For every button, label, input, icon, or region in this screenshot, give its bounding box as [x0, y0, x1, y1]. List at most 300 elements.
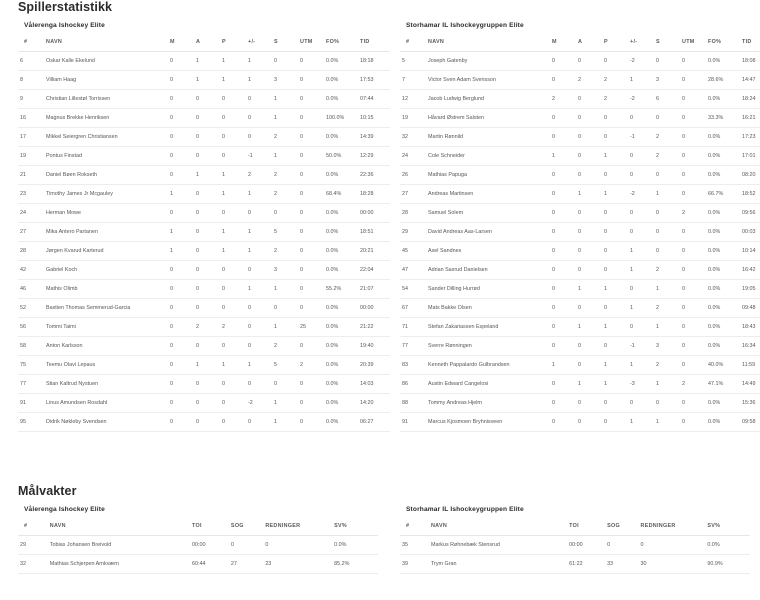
cell-plusminus: 0 — [628, 166, 654, 185]
column-header-goals[interactable]: M — [168, 35, 194, 52]
cell-plusminus: 0 — [246, 128, 272, 147]
column-header-sog[interactable]: SOG — [605, 519, 638, 536]
table-row[interactable] — [18, 555, 378, 574]
column-header-name[interactable]: NAVN — [429, 519, 567, 536]
column-header-penalty[interactable]: UTM — [298, 35, 324, 52]
table-row[interactable] — [400, 261, 760, 280]
player-teams-columns — [0, 22, 760, 432]
cell-goals: 0 — [168, 318, 194, 337]
cell-plusminus: 0 — [246, 90, 272, 109]
cell-shots: 6 — [654, 90, 680, 109]
cell-time: 14:39 — [358, 128, 390, 147]
cell-goals: 0 — [168, 204, 194, 223]
cell-penalty: 0 — [298, 52, 324, 71]
cell-number: 58 — [18, 337, 44, 356]
cell-points: 0 — [220, 128, 246, 147]
cell-name: Andreas Martinsen — [426, 185, 550, 204]
cell-points: 1 — [602, 375, 628, 394]
cell-faceoff: 0.0% — [324, 90, 358, 109]
cell-plusminus: 1 — [628, 71, 654, 90]
table-row[interactable] — [18, 299, 390, 318]
column-header-time[interactable]: TID — [740, 35, 760, 52]
cell-name: Mathis Olimb — [44, 280, 168, 299]
team-block-away-goalies — [400, 506, 760, 574]
column-header-shots[interactable]: S — [654, 35, 680, 52]
cell-sog: 0 — [229, 536, 263, 555]
cell-goals: 0 — [550, 337, 576, 356]
cell-shots: 2 — [654, 261, 680, 280]
table-row[interactable] — [18, 52, 390, 71]
cell-penalty: 0 — [298, 71, 324, 90]
column-header-assists[interactable]: A — [576, 35, 602, 52]
cell-penalty: 0 — [298, 337, 324, 356]
table-row[interactable] — [18, 128, 390, 147]
cell-assists: 1 — [576, 318, 602, 337]
cell-goals: 0 — [550, 185, 576, 204]
cell-name: Mika Antero Partanen — [44, 223, 168, 242]
cell-number: 35 — [400, 536, 429, 555]
cell-shots: 3 — [654, 71, 680, 90]
cell-toi: 60:44 — [190, 555, 229, 574]
cell-name: Tommi Taimi — [44, 318, 168, 337]
table-row[interactable] — [400, 242, 760, 261]
team-name-home: Vålerenga Ishockey Elite — [24, 22, 105, 29]
cell-points: 0 — [602, 413, 628, 432]
cell-plusminus: 2 — [246, 166, 272, 185]
cell-faceoff: 68.4% — [324, 185, 358, 204]
cell-points: 0 — [602, 223, 628, 242]
table-row[interactable] — [400, 204, 760, 223]
cell-number: 5 — [400, 52, 426, 71]
cell-name: Villiam Haag — [44, 71, 168, 90]
cell-time: 07:44 — [358, 90, 390, 109]
cell-plusminus: -1 — [628, 337, 654, 356]
column-header-assists[interactable]: A — [194, 35, 220, 52]
cell-penalty: 2 — [298, 356, 324, 375]
cell-time: 16:21 — [740, 109, 760, 128]
cell-plusminus: 1 — [246, 71, 272, 90]
cell-assists: 0 — [194, 109, 220, 128]
table-row[interactable] — [400, 109, 760, 128]
table-row[interactable] — [18, 413, 390, 432]
cell-faceoff: 0.0% — [706, 147, 740, 166]
cell-assists: 1 — [576, 185, 602, 204]
skater-stats-table-home — [18, 35, 390, 432]
table-row[interactable] — [18, 90, 390, 109]
cell-assists: 1 — [194, 71, 220, 90]
cell-plusminus: 1 — [246, 185, 272, 204]
table-row[interactable] — [18, 166, 390, 185]
table-row[interactable] — [18, 318, 390, 337]
cell-goals: 0 — [168, 52, 194, 71]
cell-name: Martin Rønnild — [426, 128, 550, 147]
column-header-toi[interactable]: TOI — [190, 519, 229, 536]
cell-faceoff: 100.0% — [324, 109, 358, 128]
cell-faceoff: 0.0% — [324, 128, 358, 147]
cell-assists: 0 — [194, 413, 220, 432]
table-row[interactable] — [18, 185, 390, 204]
cell-name: Teemu Olavi Lepaus — [44, 356, 168, 375]
cell-faceoff: 0.0% — [324, 261, 358, 280]
cell-number: 21 — [18, 166, 44, 185]
column-header-name[interactable]: NAVN — [44, 35, 168, 52]
table-header-row — [18, 519, 378, 536]
column-header-svpct[interactable]: SV% — [705, 519, 750, 536]
cell-plusminus: 0 — [246, 299, 272, 318]
cell-faceoff: 0.0% — [324, 299, 358, 318]
table-row[interactable] — [400, 185, 760, 204]
cell-time: 10:15 — [358, 109, 390, 128]
table-row[interactable] — [400, 555, 750, 574]
cell-points: 1 — [220, 52, 246, 71]
cell-shots: 0 — [654, 52, 680, 71]
table-row[interactable] — [18, 394, 390, 413]
cell-time: 18:52 — [740, 185, 760, 204]
cell-penalty: 0 — [680, 90, 706, 109]
cell-goals: 0 — [168, 337, 194, 356]
cell-goals: 0 — [168, 128, 194, 147]
cell-time: 22:04 — [358, 261, 390, 280]
cell-number: 39 — [400, 555, 429, 574]
cell-name: Cole Schneider — [426, 147, 550, 166]
cell-penalty: 0 — [298, 204, 324, 223]
table-row[interactable] — [400, 337, 760, 356]
goalie-table-header-away — [400, 519, 750, 536]
cell-plusminus: 1 — [628, 261, 654, 280]
cell-plusminus: 1 — [246, 223, 272, 242]
cell-shots: 0 — [272, 204, 298, 223]
cell-goals: 0 — [550, 318, 576, 337]
cell-faceoff: 0.0% — [324, 394, 358, 413]
cell-goals: 0 — [168, 413, 194, 432]
cell-points: 0 — [220, 90, 246, 109]
column-header-saves[interactable]: REDNINGER — [639, 519, 706, 536]
table-row[interactable] — [400, 356, 760, 375]
cell-goals: 0 — [168, 166, 194, 185]
cell-plusminus: 0 — [246, 337, 272, 356]
cell-plusminus: -2 — [628, 52, 654, 71]
cell-name: Marcus Kjosmoen Bryhnisveen — [426, 413, 550, 432]
table-row[interactable] — [18, 280, 390, 299]
column-header-name[interactable]: NAVN — [48, 519, 190, 536]
team-block-away-skaters — [400, 22, 760, 432]
column-header-plusminus[interactable]: +/- — [628, 35, 654, 52]
cell-penalty: 0 — [680, 52, 706, 71]
table-row[interactable] — [18, 242, 390, 261]
cell-time: 10:14 — [740, 242, 760, 261]
cell-name: Mikkel Seiergren Christiansen — [44, 128, 168, 147]
column-header-number[interactable]: # — [18, 519, 48, 536]
cell-faceoff: 50.0% — [324, 147, 358, 166]
cell-name: Didrik Nøkleby Svendsen — [44, 413, 168, 432]
cell-shots: 2 — [272, 128, 298, 147]
cell-name: Tommy Andreas Hjelm — [426, 394, 550, 413]
cell-assists: 0 — [194, 204, 220, 223]
cell-time: 21:22 — [358, 318, 390, 337]
column-header-number[interactable]: # — [18, 35, 44, 52]
table-row[interactable] — [400, 318, 760, 337]
cell-points: 0 — [220, 204, 246, 223]
table-row[interactable] — [18, 71, 390, 90]
cell-name: Linus Amundsen Rosdahl — [44, 394, 168, 413]
table-row[interactable] — [400, 71, 760, 90]
cell-name: Jørgen Kvarud Karterud — [44, 242, 168, 261]
table-row[interactable] — [400, 90, 760, 109]
table-row[interactable] — [400, 299, 760, 318]
cell-plusminus: 0 — [628, 147, 654, 166]
cell-number: 6 — [18, 52, 44, 71]
cell-points: 0 — [220, 280, 246, 299]
goalie-team-name-away: Storhamar IL Ishockeygruppen Elite — [406, 506, 524, 513]
goalie-stats-table-away — [400, 519, 750, 574]
cell-number: 54 — [400, 280, 426, 299]
cell-penalty: 0 — [298, 261, 324, 280]
cell-faceoff: 0.0% — [706, 261, 740, 280]
cell-name: Tobias Johansen Breivold — [48, 536, 190, 555]
table-header-row — [400, 35, 760, 52]
cell-plusminus: 1 — [246, 52, 272, 71]
table-row[interactable] — [18, 356, 390, 375]
cell-assists: 0 — [194, 185, 220, 204]
cell-points: 1 — [220, 71, 246, 90]
cell-number: 24 — [400, 147, 426, 166]
cell-faceoff: 0.0% — [324, 375, 358, 394]
column-header-svpct[interactable]: SV% — [332, 519, 378, 536]
column-header-number[interactable]: # — [400, 519, 429, 536]
cell-shots: 0 — [654, 394, 680, 413]
cell-shots: 2 — [654, 356, 680, 375]
cell-faceoff: 0.0% — [324, 204, 358, 223]
cell-time: 00:00 — [358, 299, 390, 318]
cell-assists: 0 — [576, 109, 602, 128]
cell-assists: 0 — [194, 394, 220, 413]
table-row[interactable] — [400, 147, 760, 166]
table-row[interactable] — [18, 204, 390, 223]
goalie-stats-table-home — [18, 519, 378, 574]
column-header-points[interactable]: P — [220, 35, 246, 52]
cell-number: 46 — [18, 280, 44, 299]
table-row[interactable] — [18, 109, 390, 128]
cell-points: 0 — [602, 128, 628, 147]
cell-penalty: 0 — [680, 109, 706, 128]
cell-time: 14:49 — [740, 375, 760, 394]
table-row[interactable] — [18, 261, 390, 280]
table-row[interactable] — [400, 128, 760, 147]
cell-svpct: 0.0% — [705, 536, 750, 555]
cell-plusminus: 0 — [628, 109, 654, 128]
table-row[interactable] — [400, 280, 760, 299]
cell-number: 42 — [18, 261, 44, 280]
table-row[interactable] — [400, 394, 760, 413]
cell-plusminus: 0 — [628, 280, 654, 299]
cell-penalty: 0 — [298, 394, 324, 413]
goalie-statistics-section — [0, 484, 760, 574]
cell-time: 22:36 — [358, 166, 390, 185]
cell-goals: 0 — [550, 204, 576, 223]
cell-penalty: 0 — [680, 413, 706, 432]
cell-penalty: 0 — [298, 280, 324, 299]
cell-assists: 0 — [194, 90, 220, 109]
goalie-table-header-home — [18, 519, 378, 536]
cell-shots: 1 — [272, 147, 298, 166]
cell-penalty: 0 — [298, 166, 324, 185]
cell-goals: 0 — [550, 71, 576, 90]
cell-sog: 27 — [229, 555, 263, 574]
cell-time: 08:20 — [740, 166, 760, 185]
cell-points: 0 — [602, 261, 628, 280]
table-row[interactable] — [400, 375, 760, 394]
cell-name: Anton Karlsson — [44, 337, 168, 356]
table-row[interactable] — [18, 337, 390, 356]
cell-assists: 1 — [576, 375, 602, 394]
cell-points: 0 — [602, 204, 628, 223]
cell-penalty: 0 — [680, 147, 706, 166]
table-header-row — [18, 35, 390, 52]
cell-assists: 0 — [576, 394, 602, 413]
table-row[interactable] — [18, 223, 390, 242]
skater-table-header-away — [400, 35, 760, 52]
table-row[interactable] — [400, 223, 760, 242]
cell-time: 06:27 — [358, 413, 390, 432]
cell-goals: 2 — [550, 90, 576, 109]
cell-time: 17:23 — [740, 128, 760, 147]
cell-shots: 2 — [654, 147, 680, 166]
cell-name: Herman Mowe — [44, 204, 168, 223]
table-row[interactable] — [18, 147, 390, 166]
cell-faceoff: 0.0% — [706, 223, 740, 242]
cell-number: 16 — [18, 109, 44, 128]
cell-shots: 2 — [272, 337, 298, 356]
cell-svpct: 90.9% — [705, 555, 750, 574]
cell-points: 1 — [602, 318, 628, 337]
cell-points: 2 — [602, 71, 628, 90]
cell-points: 1 — [220, 166, 246, 185]
cell-plusminus: 0 — [628, 394, 654, 413]
cell-name: Mathias Papuga — [426, 166, 550, 185]
cell-number: 32 — [18, 555, 48, 574]
table-row[interactable] — [400, 166, 760, 185]
cell-faceoff: 0.0% — [706, 166, 740, 185]
cell-goals: 0 — [550, 413, 576, 432]
cell-points: 0 — [220, 394, 246, 413]
cell-assists: 0 — [194, 280, 220, 299]
cell-time: 19:40 — [358, 337, 390, 356]
skater-table-body-home — [18, 52, 390, 432]
cell-points: 2 — [220, 318, 246, 337]
cell-number: 32 — [400, 128, 426, 147]
cell-goals: 0 — [168, 375, 194, 394]
cell-goals: 1 — [168, 242, 194, 261]
cell-number: 26 — [400, 166, 426, 185]
cell-plusminus: -2 — [628, 90, 654, 109]
cell-faceoff: 0.0% — [324, 356, 358, 375]
cell-goals: 0 — [550, 52, 576, 71]
cell-assists: 0 — [576, 52, 602, 71]
cell-penalty: 0 — [680, 280, 706, 299]
column-header-number[interactable]: # — [400, 35, 426, 52]
cell-faceoff: 0.0% — [324, 223, 358, 242]
cell-plusminus: -2 — [246, 394, 272, 413]
column-header-points[interactable]: P — [602, 35, 628, 52]
cell-time: 16:34 — [740, 337, 760, 356]
cell-plusminus: 1 — [246, 356, 272, 375]
cell-shots: 1 — [272, 109, 298, 128]
cell-points: 0 — [602, 394, 628, 413]
cell-plusminus: 0 — [628, 204, 654, 223]
column-header-sog[interactable]: SOG — [229, 519, 263, 536]
goalies-title: Målvakter — [18, 484, 77, 498]
cell-points: 0 — [602, 337, 628, 356]
cell-shots: 3 — [272, 261, 298, 280]
cell-plusminus: 0 — [246, 413, 272, 432]
table-row[interactable] — [18, 375, 390, 394]
cell-number: 19 — [400, 109, 426, 128]
cell-name: Stefan Zakariassen Espeland — [426, 318, 550, 337]
cell-name: Oskar Kalle Ekelund — [44, 52, 168, 71]
cell-shots: 1 — [654, 413, 680, 432]
cell-number: 83 — [400, 356, 426, 375]
cell-time: 18:43 — [740, 318, 760, 337]
column-header-faceoff[interactable]: FO% — [324, 35, 358, 52]
column-header-penalty[interactable]: UTM — [680, 35, 706, 52]
cell-number: 77 — [18, 375, 44, 394]
cell-time: 18:24 — [740, 90, 760, 109]
cell-assists: 0 — [576, 356, 602, 375]
column-header-name[interactable]: NAVN — [426, 35, 550, 52]
cell-sog: 33 — [605, 555, 638, 574]
cell-plusminus: 1 — [246, 280, 272, 299]
column-header-plusminus[interactable]: +/- — [246, 35, 272, 52]
cell-name: Victor Sven Adam Svensson — [426, 71, 550, 90]
cell-points: 0 — [602, 242, 628, 261]
cell-points: 0 — [602, 109, 628, 128]
column-header-saves[interactable]: REDNINGER — [263, 519, 332, 536]
column-header-time[interactable]: TID — [358, 35, 390, 52]
cell-time: 00:03 — [740, 223, 760, 242]
skater-table-body-away — [400, 52, 760, 432]
cell-number: 9 — [18, 90, 44, 109]
cell-assists: 0 — [194, 128, 220, 147]
cell-faceoff: 0.0% — [324, 242, 358, 261]
goalie-teams-columns — [0, 506, 760, 574]
column-header-shots[interactable]: S — [272, 35, 298, 52]
cell-number: 23 — [18, 185, 44, 204]
cell-time: 21:07 — [358, 280, 390, 299]
cell-name: Kenneth Pappalardo Gulbrandsen — [426, 356, 550, 375]
column-header-toi[interactable]: TOI — [567, 519, 605, 536]
table-row[interactable] — [400, 413, 760, 432]
cell-faceoff: 40.0% — [706, 356, 740, 375]
column-header-faceoff[interactable]: FO% — [706, 35, 740, 52]
goalie-table-body-away — [400, 536, 750, 574]
table-row[interactable] — [400, 536, 750, 555]
cell-faceoff: 0.0% — [324, 166, 358, 185]
table-row[interactable] — [400, 52, 760, 71]
cell-saves: 0 — [263, 536, 332, 555]
cell-penalty: 0 — [298, 109, 324, 128]
cell-plusminus: 1 — [628, 242, 654, 261]
cell-penalty: 0 — [298, 128, 324, 147]
cell-number: 91 — [400, 413, 426, 432]
cell-assists: 0 — [576, 337, 602, 356]
column-header-goals[interactable]: M — [550, 35, 576, 52]
cell-points: 1 — [220, 223, 246, 242]
table-row[interactable] — [18, 536, 378, 555]
cell-number: 86 — [400, 375, 426, 394]
cell-toi: 00:00 — [567, 536, 605, 555]
cell-sog: 0 — [605, 536, 638, 555]
cell-plusminus: -2 — [628, 185, 654, 204]
